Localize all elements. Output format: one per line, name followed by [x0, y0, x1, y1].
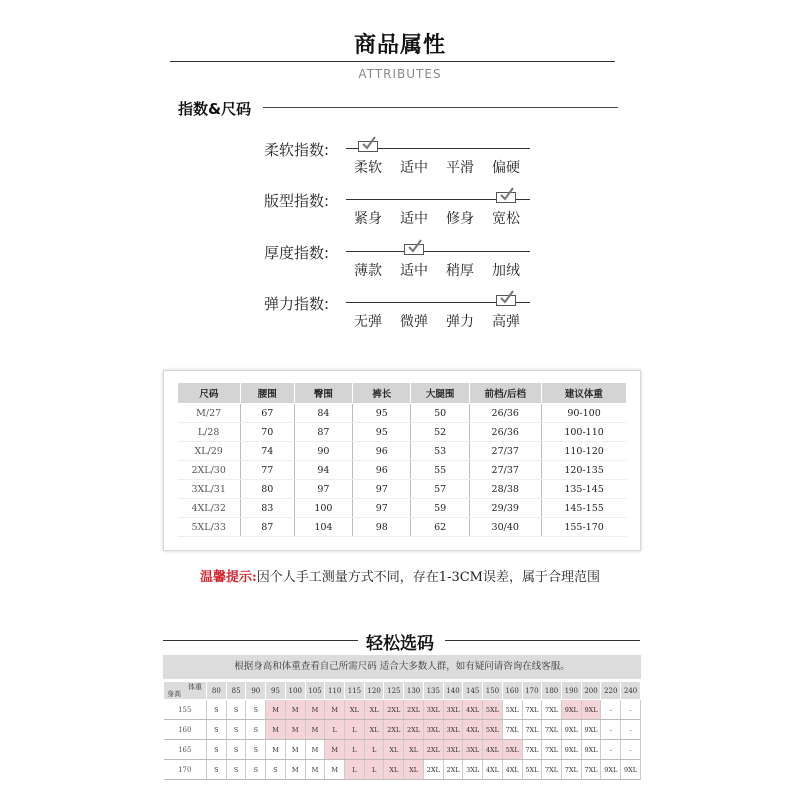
- size-recommendation-cell: 9XL: [581, 720, 601, 740]
- scale-option: 薄款: [354, 263, 382, 279]
- size-recommendation-cell: L: [345, 740, 365, 760]
- size-table-cell: 95: [353, 404, 411, 423]
- note-label: 温馨提示:: [199, 570, 257, 585]
- size-table-cell: 87: [294, 423, 352, 442]
- height-cell: 160: [164, 720, 207, 740]
- size-recommendation-cell: 4XL: [483, 760, 503, 780]
- index-section-heading: 指数&尺码: [178, 100, 252, 118]
- softness-scale: [0, 139, 800, 185]
- weight-axis-label: 体重: [188, 683, 202, 691]
- weight-header-cell: 180: [542, 682, 562, 700]
- size-recommendation-cell: M: [305, 720, 325, 740]
- scale-option: 弹力: [446, 314, 474, 330]
- scale-option: 加绒: [492, 263, 520, 279]
- size-table-row: [178, 404, 627, 423]
- size-recommendation-cell: 4XL: [502, 760, 522, 780]
- weight-header-cell: 120: [364, 682, 384, 700]
- size-table-cell: XL/29: [178, 442, 241, 461]
- size-table-cell: 74: [240, 442, 294, 461]
- size-recommendation-cell: 9XL: [601, 760, 621, 780]
- size-recommendation-cell: -: [601, 740, 621, 760]
- size-recommendation-cell: -: [621, 700, 641, 720]
- height-cell: 155: [164, 700, 207, 720]
- size-recommendation-cell: S: [266, 760, 286, 780]
- size-table-cell: 120-135: [541, 461, 626, 480]
- size-table-cell: 62: [411, 518, 469, 537]
- page-subtitle: ATTRIBUTES: [358, 67, 442, 81]
- scale-marker: [358, 141, 378, 152]
- size-recommendation-cell: 3XL: [423, 700, 443, 720]
- size-recommendation-cell: 4XL: [483, 740, 503, 760]
- scale-option: 修身: [446, 211, 474, 227]
- size-recommendation-cell: -: [601, 700, 621, 720]
- check-icon: [499, 290, 515, 304]
- size-table-cell: 27/37: [469, 442, 541, 461]
- check-icon: [361, 136, 377, 150]
- scale-option: 高弹: [492, 314, 520, 330]
- scale-option: 偏硬: [492, 160, 520, 176]
- size-recommendation-cell: 3XL: [463, 760, 483, 780]
- note-text: 因个人手工测量方式不同，存在1-3CM误差，属于合理范围: [256, 570, 600, 585]
- thickness-scale: [0, 242, 800, 288]
- size-recommendation-cell: 9XL: [581, 700, 601, 720]
- size-recommendation-cell: M: [305, 700, 325, 720]
- size-recommendation-cell: M: [266, 740, 286, 760]
- size-table-cell: 50: [411, 404, 469, 423]
- size-recommendation-cell: 3XL: [443, 700, 463, 720]
- size-recommendation-cell: M: [266, 700, 286, 720]
- size-table-cell: 28/38: [469, 480, 541, 499]
- height-cell: 170: [164, 760, 207, 780]
- scale-label: 厚度指数:: [264, 244, 330, 262]
- check-icon: [499, 187, 515, 201]
- size-recommendation-cell: 4XL: [463, 720, 483, 740]
- size-header-cell: 大腿围: [411, 383, 469, 404]
- size-recommendation-cell: 3XL: [423, 720, 443, 740]
- size-recommendation-cell: 2XL: [423, 760, 443, 780]
- size-table-cell: 110-120: [541, 442, 626, 461]
- scale-option: 适中: [400, 160, 428, 176]
- scale-option: 适中: [400, 263, 428, 279]
- weight-header-cell: 140: [443, 682, 463, 700]
- scale-option: 柔软: [354, 160, 382, 176]
- size-table-cell: L/28: [178, 423, 241, 442]
- weight-header-cell: 90: [246, 682, 266, 700]
- scale-track: [346, 251, 530, 252]
- weight-header-cell: 125: [384, 682, 404, 700]
- weight-header-row: [164, 682, 641, 700]
- size-header-cell: 臀围: [294, 383, 352, 404]
- size-recommendation-cell: 5XL: [483, 720, 503, 740]
- size-recommendation-cell: 2XL: [404, 700, 424, 720]
- size-recommendation-cell: 9XL: [621, 760, 641, 780]
- size-recommendation-cell: S: [226, 700, 246, 720]
- size-recommendation-cell: -: [621, 720, 641, 740]
- size-header-cell: 尺码: [178, 383, 241, 404]
- weight-header-cell: 190: [561, 682, 581, 700]
- size-table-cell: 80: [240, 480, 294, 499]
- size-recommendation-cell: 4XL: [463, 700, 483, 720]
- size-table-cell: 77: [240, 461, 294, 480]
- weight-header-cell: 105: [305, 682, 325, 700]
- size-recommendation-cell: M: [325, 760, 345, 780]
- size-table-cell: 90-100: [541, 404, 626, 423]
- scale-option: 无弹: [354, 314, 382, 330]
- size-recommendation-cell: S: [246, 700, 266, 720]
- size-recommendation-cell: S: [246, 720, 266, 740]
- size-recommendation-cell: 2XL: [423, 740, 443, 760]
- scale-label: 弹力指数:: [264, 295, 330, 313]
- size-header-cell: 建议体重: [541, 383, 626, 404]
- height-row: [164, 700, 641, 720]
- size-recommendation-cell: M: [325, 740, 345, 760]
- size-table-cell: 2XL/30: [178, 461, 241, 480]
- scale-option: 紧身: [354, 211, 382, 227]
- size-table-cell: 26/36: [469, 404, 541, 423]
- size-recommendation-cell: 7XL: [522, 700, 542, 720]
- weight-header-cell: 100: [285, 682, 305, 700]
- size-recommendation-cell: 5XL: [502, 740, 522, 760]
- size-recommendation-cell: L: [345, 720, 365, 740]
- weight-header-cell: 240: [621, 682, 641, 700]
- size-recommendation-cell: 2XL: [384, 720, 404, 740]
- page-title: 商品属性: [353, 33, 446, 58]
- size-recommendation-cell: M: [285, 740, 305, 760]
- corner-header-cell: [164, 682, 207, 700]
- weight-header-cell: 135: [423, 682, 443, 700]
- scale-option: 稍厚: [446, 263, 474, 279]
- size-table-cell: 27/37: [469, 461, 541, 480]
- size-recommendation-cell: 2XL: [443, 760, 463, 780]
- size-table-cell: 59: [411, 499, 469, 518]
- size-recommendation-cell: XL: [404, 760, 424, 780]
- size-table-cell: 100-110: [541, 423, 626, 442]
- index-heading-divider: [263, 107, 618, 108]
- size-table-cell: 135-145: [541, 480, 626, 499]
- size-table-cell: 155-170: [541, 518, 626, 537]
- size-table-header-row: [178, 383, 627, 404]
- size-recommendation-cell: S: [207, 720, 227, 740]
- weight-header-cell: 85: [226, 682, 246, 700]
- weight-header-cell: 160: [502, 682, 522, 700]
- size-recommendation-cell: 7XL: [542, 700, 562, 720]
- size-recommendation-cell: M: [325, 700, 345, 720]
- scale-label: 柔软指数:: [264, 141, 330, 159]
- size-table-cell: 104: [294, 518, 352, 537]
- size-recommendation-cell: 9XL: [581, 740, 601, 760]
- size-header-cell: 前档/后档: [469, 383, 541, 404]
- size-recommendation-cell: M: [305, 740, 325, 760]
- elasticity-scale: [0, 293, 800, 339]
- size-table-cell: 4XL/32: [178, 499, 241, 518]
- size-recommendation-cell: 7XL: [542, 760, 562, 780]
- fit-scale: [0, 190, 800, 236]
- size-recommendation-cell: M: [285, 760, 305, 780]
- size-table-cell: 96: [353, 442, 411, 461]
- size-chart-panel: [163, 370, 641, 551]
- size-table-row: [178, 480, 627, 499]
- weight-header-cell: 145: [463, 682, 483, 700]
- size-recommendation-cell: 7XL: [502, 720, 522, 740]
- size-recommendation-cell: -: [621, 740, 641, 760]
- weight-header-cell: 130: [404, 682, 424, 700]
- size-recommendation-cell: S: [226, 720, 246, 740]
- size-table-cell: 84: [294, 404, 352, 423]
- size-recommendation-cell: 9XL: [561, 700, 581, 720]
- scale-option: 宽松: [492, 211, 520, 227]
- size-recommendation-cell: S: [207, 740, 227, 760]
- scale-option: 平滑: [446, 160, 474, 176]
- size-recommendation-cell: XL: [404, 740, 424, 760]
- size-table-cell: 55: [411, 461, 469, 480]
- size-chart-table: [177, 382, 627, 537]
- size-table-cell: 57: [411, 480, 469, 499]
- size-table-cell: 29/39: [469, 499, 541, 518]
- size-recommendation-cell: -: [601, 720, 621, 740]
- weight-header-cell: 220: [601, 682, 621, 700]
- height-row: [164, 720, 641, 740]
- size-recommendation-cell: 2XL: [404, 720, 424, 740]
- size-table-cell: 83: [240, 499, 294, 518]
- size-recommendation-cell: 3XL: [443, 720, 463, 740]
- size-recommendation-cell: M: [266, 720, 286, 740]
- size-recommendation-cell: XL: [364, 700, 384, 720]
- size-recommendation-cell: 9XL: [561, 720, 581, 740]
- size-table-cell: 98: [353, 518, 411, 537]
- size-recommendation-cell: XL: [364, 720, 384, 740]
- size-table-cell: 100: [294, 499, 352, 518]
- scale-marker: [404, 244, 424, 255]
- size-recommendation-cell: 7XL: [522, 720, 542, 740]
- size-recommendation-cell: 7XL: [542, 720, 562, 740]
- size-recommendation-cell: S: [226, 760, 246, 780]
- scale-option: 适中: [400, 211, 428, 227]
- size-recommendation-cell: S: [207, 700, 227, 720]
- size-table-cell: 96: [353, 461, 411, 480]
- scale-option: 微弹: [400, 314, 428, 330]
- scale-label: 版型指数:: [264, 192, 330, 210]
- size-recommendation-cell: S: [246, 760, 266, 780]
- size-recommendation-cell: S: [226, 740, 246, 760]
- size-table-cell: 95: [353, 423, 411, 442]
- size-recommendation-cell: L: [364, 760, 384, 780]
- scale-marker: [496, 295, 516, 306]
- size-recommendation-cell: M: [305, 760, 325, 780]
- weight-header-cell: 80: [207, 682, 227, 700]
- size-recommendation-cell: L: [345, 760, 365, 780]
- weight-header-cell: 150: [483, 682, 503, 700]
- height-row: [164, 760, 641, 780]
- size-table-cell: 70: [240, 423, 294, 442]
- size-recommendation-cell: S: [207, 760, 227, 780]
- size-recommendation-cell: 7XL: [522, 740, 542, 760]
- easy-select-description: 根据身高和体重查看自己所需尺码 适合大多数人群，如有疑问请咨询在线客服。: [163, 655, 641, 679]
- size-recommendation-cell: 2XL: [384, 700, 404, 720]
- size-recommendation-cell: M: [285, 720, 305, 740]
- size-recommendation-cell: 5XL: [502, 700, 522, 720]
- easy-select-title: 轻松选码: [366, 634, 434, 654]
- size-table-row: [178, 499, 627, 518]
- weight-header-cell: 110: [325, 682, 345, 700]
- size-recommendation-cell: 7XL: [581, 760, 601, 780]
- weight-header-cell: 170: [522, 682, 542, 700]
- height-cell: 165: [164, 740, 207, 760]
- size-table-cell: 53: [411, 442, 469, 461]
- size-recommendation-cell: 3XL: [463, 740, 483, 760]
- weight-header-cell: 95: [266, 682, 286, 700]
- size-recommendation-cell: M: [285, 700, 305, 720]
- size-table-cell: 97: [294, 480, 352, 499]
- size-recommendation-cell: XL: [384, 740, 404, 760]
- height-axis-label: 身高: [167, 690, 181, 698]
- size-table-cell: 30/40: [469, 518, 541, 537]
- scale-marker: [496, 192, 516, 203]
- size-table-cell: 90: [294, 442, 352, 461]
- size-table-row: [178, 461, 627, 480]
- size-recommendation-cell: XL: [384, 760, 404, 780]
- weight-header-cell: 200: [581, 682, 601, 700]
- size-table-cell: 3XL/31: [178, 480, 241, 499]
- size-table-cell: 94: [294, 461, 352, 480]
- size-table-cell: 26/36: [469, 423, 541, 442]
- size-recommendation-table: [163, 681, 641, 780]
- size-recommendation-cell: S: [246, 740, 266, 760]
- size-header-cell: 裤长: [353, 383, 411, 404]
- size-recommendation-cell: 7XL: [542, 740, 562, 760]
- title-divider: [170, 61, 615, 62]
- size-recommendation-cell: 5XL: [522, 760, 542, 780]
- size-recommendation-cell: 9XL: [561, 740, 581, 760]
- size-recommendation-cell: 3XL: [443, 740, 463, 760]
- weight-header-cell: 115: [345, 682, 365, 700]
- check-icon: [407, 239, 423, 253]
- size-table-cell: 97: [353, 499, 411, 518]
- size-table-cell: 5XL/33: [178, 518, 241, 537]
- size-table-row: [178, 423, 627, 442]
- size-table-cell: M/27: [178, 404, 241, 423]
- size-recommendation-cell: XL: [345, 700, 365, 720]
- size-table-row: [178, 518, 627, 537]
- size-table-cell: 97: [353, 480, 411, 499]
- size-table-cell: 87: [240, 518, 294, 537]
- measurement-note: [0, 566, 800, 585]
- size-table-cell: 145-155: [541, 499, 626, 518]
- size-table-row: [178, 442, 627, 461]
- size-table-cell: 52: [411, 423, 469, 442]
- size-recommendation-cell: L: [325, 720, 345, 740]
- size-recommendation-cell: 5XL: [483, 700, 503, 720]
- size-recommendation-cell: L: [364, 740, 384, 760]
- size-table-cell: 67: [240, 404, 294, 423]
- size-header-cell: 腰围: [240, 383, 294, 404]
- size-recommendation-cell: 7XL: [561, 760, 581, 780]
- height-row: [164, 740, 641, 760]
